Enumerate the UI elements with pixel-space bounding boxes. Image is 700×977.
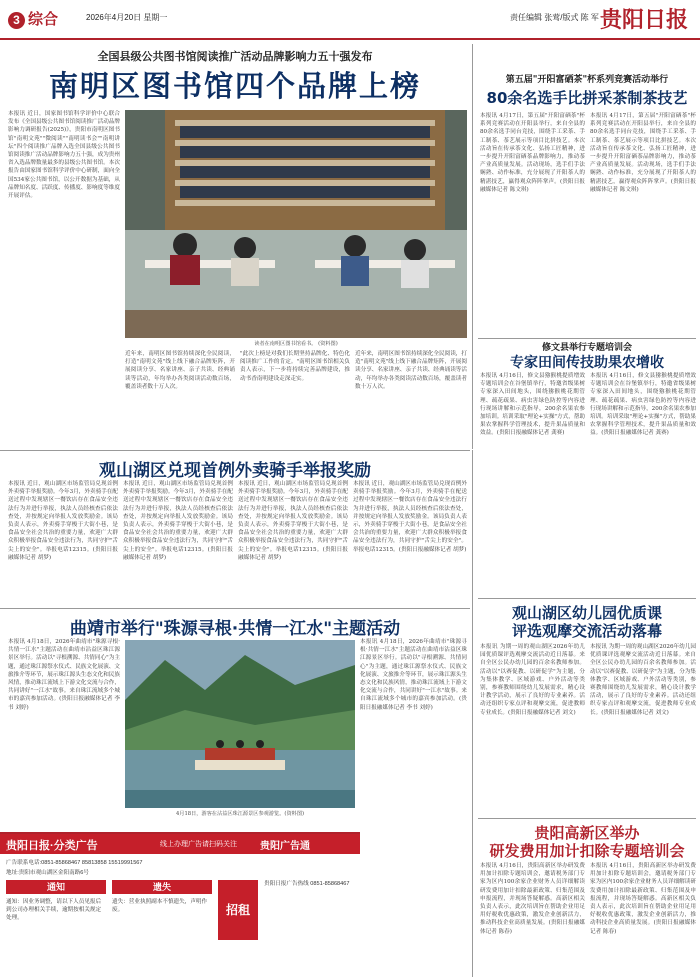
hitech-body-col1: 本报讯 4月16日，贵阳高新区举办研发费用加计扣除专题培训会，邀请税务部门专家为区内100余家企业财务人员详细解读研发费用加计扣除最新政策、归集范围及申报流程，并现场答疑解惑。高新区相关负责人表示，此次培训旨在帮助企业用足用好税收优惠政策，激发企业创新活力，推动科技企业高质量发展。(贵阳日报融媒体记者 陈春)	[480, 863, 585, 935]
training-kicker: 修文县举行专题培训会	[541, 343, 632, 353]
masthead	[0, 0, 700, 40]
hitech-headline-1: 贵阳高新区举办	[534, 824, 640, 842]
kindergarten-headline-2: 评选观摩交流活动落幕	[511, 622, 662, 640]
contest-headline: 80余名选手比拼采茶制茶技艺	[486, 89, 688, 107]
newspaper-logo: 贵阳日报	[600, 7, 689, 33]
column-divider	[472, 44, 473, 449]
section-divider	[478, 598, 696, 599]
lead-body-col4: 近年来，南明区图书馆持续深化全民阅读，打造"南明文苑"线上线下融合品牌矩阵，开展阅读分享、名家讲座、亲子共读、经典诵读等活动，年均举办各类阅读活动数百场，覆盖读者数十万人次。	[355, 351, 467, 390]
contest-body-col1: 本报讯 4月17日，第五届"开阳富硒茶"杯系列竞赛活动在开阳县举行，来自全县的80余名选手同台竞技，围绕手工采茶、手工制茶、茶艺展示等项目比拼技艺。本次活动旨在传承茶文化、弘扬工匠精神，进一步提升开阳富硒茶品牌影响力，推动茶产业高质量发展。活动现场，选手们手法娴熟、动作标准，充分展现了开阳茶人的精湛技艺，赢得观众阵阵掌声。(贵阳日报融媒体记者 陈文琪)	[480, 113, 585, 193]
ads-header	[0, 834, 360, 854]
ads-misc: 贵阳日报广告热线 0851-85868467	[264, 881, 350, 887]
river-photo-graphic	[125, 640, 355, 808]
ads-slogan: 线上办理广告请扫码关注	[160, 840, 237, 848]
hitech-body-col2: 本报讯 4月16日，贵阳高新区举办研发费用加计扣除专题培训会，邀请税务部门专家为区内100余家企业财务人员详细解读研发费用加计扣除最新政策、归集范围及申报流程，并现场答疑解惑。高新区相关负责人表示，此次培训旨在帮助企业用足用好税收优惠政策，激发企业创新活力，推动科技企业高质量发展。(贵阳日报融媒体记者 陈春)	[590, 863, 696, 935]
section-tag	[8, 8, 58, 29]
library-photo	[125, 110, 467, 338]
training-body-col1: 本报讯 4月16日，修文县猕猴桃提质增效专题培训会在谷堡镇举行，特邀省级果树专家深入田间地头，围绕猕猴桃花期管理、疏花疏果、病虫害绿色防控等内容进行现场讲解和示范指导，200余名果农参加培训。培训采取"理论+实操"方式，帮助果农掌握科学管理技术，提升果品质量和效益。(贵阳日报融媒体记者 龚赛)	[480, 373, 585, 437]
culture-headline: 曲靖市举行"珠源寻根·共情一江水"主题活动	[69, 619, 401, 639]
column-divider	[472, 450, 473, 977]
kindergarten-body-col1: 本报讯 为期一周的观山湖区2026年幼儿园优质课评选观摩交流活动近日落幕。来自全区公民办幼儿园的百余名教师参加。活动以"以赛促教、以研促学"为主题，分为集体教学、区域游戏、户外活动等类别，参赛教师围绕幼儿发展需求，精心设计教学活动，展示了良好的专业素养。活动还组织专家点评和观摩交流，促进教师专业成长。(贵阳日报融媒体记者 刘文)	[480, 644, 585, 716]
lost-label: 遗失	[112, 880, 212, 894]
hitech-headline-2: 研发费用加计扣除专题培训会	[489, 842, 685, 860]
training-body-col2: 本报讯 4月16日，修文县猕猴桃提质增效专题培训会在谷堡镇举行，特邀省级果树专家深入田间地头，围绕猕猴桃花期管理、疏花疏果、病虫害绿色防控等内容进行现场讲解和示范指导，200余名果农参加培训。培训采取"理论+实操"方式，帮助果农掌握科学管理技术，提升果品质量和效益。(贵阳日报融媒体记者 龚赛)	[590, 373, 696, 437]
ads-brand: 贵阳日报·分类广告	[6, 840, 98, 852]
report-body-col3: 本报讯 近日，观山湖区市场监管局兑现首例外卖骑手举报奖励。今年3月，外卖骑手在配送过程中发现辖区一餐饮店存在食品安全违法行为并进行举报，执法人员经核查后依法查处，并按规定向举报人发放奖励金。该局负责人表示，外卖骑手穿梭于大街小巷，是食品安全社会共治的重要力量，欢迎广大群众积极举报食品安全违法行为，共同守护"舌尖上的安全"。举报电话12315。(贵阳日报融媒体记者 胡梦)	[238, 481, 348, 561]
section-divider	[478, 338, 696, 339]
library-photo-graphic	[125, 110, 467, 338]
notice-text: 通知：因业务调整，请以下人员见报后到公司办理相关手续，逾期按相关规定处理。	[6, 899, 102, 921]
report-body-col1: 本报讯 近日，观山湖区市场监管局兑现首例外卖骑手举报奖励。今年3月，外卖骑手在配送过程中发现辖区一餐饮店存在食品安全违法行为并进行举报，执法人员经核查后依法查处，并按规定向举报人发放奖励金。该局负责人表示，外卖骑手穿梭于大街小巷，是食品安全社会共治的重要力量，欢迎广大群众积极举报食品安全违法行为，共同守护"舌尖上的安全"。举报电话12315。(贵阳日报融媒体记者 胡梦)	[8, 481, 118, 561]
contest-kicker: 第五届"开阳富硒茶"杯系列竞赛活动举行	[505, 75, 669, 85]
section-divider	[0, 450, 470, 451]
river-photo	[125, 640, 355, 808]
culture-body-col3: 本报讯 4月18日，2026年曲靖市"珠源寻根·共情一江水"主题活动在曲靖市沾益区珠江源景区举行。活动以"寻根溯源、共情同心"为主题，通过珠江源祭水仪式、民族文化展演、文旅推介等环节，展示珠江源头生态文化和民族风情，推动珠江流域上下游文化交流与合作，共同讲好"一江水"故事。来自珠江流域多个城市的嘉宾参加活动。(贵阳日报融媒体记者 李书 刘婷)	[360, 639, 467, 711]
lead-body-col2: 近年来，南明区图书馆持续深化全民阅读，打造"南明文苑"线上线下融合品牌矩阵，开展阅读分享、名家讲座、亲子共读、经典诵读等活动，年均举办各类阅读活动数百场，覆盖读者数十万人次。	[125, 351, 235, 390]
training-headline: 专家田间传技助果农增收	[510, 355, 664, 371]
lost-text: 遗失：营业执照副本不慎遗失，声明作废。	[112, 899, 208, 913]
editor-credits: 责任编辑 张莺/版式 陈 军	[510, 13, 599, 22]
lead-headline: 南明区图书馆四个品牌上榜	[48, 69, 421, 103]
report-headline: 观山湖区兑现首例外卖骑手举报奖励	[99, 461, 371, 481]
section-name: 综合	[28, 11, 59, 28]
kindergarten-headline-1: 观山湖区幼儿园优质课	[511, 604, 662, 622]
kindergarten-body-col2: 本报讯 为期一周的观山湖区2026年幼儿园优质课评选观摩交流活动近日落幕。来自全区公民办幼儿园的百余名教师参加。活动以"以赛促教、以研促学"为主题，分为集体教学、区域游戏、户外活动等类别，参赛教师围绕幼儿发展需求，精心设计教学活动，展示了良好的专业素养。活动还组织专家点评和观摩交流，促进教师专业成长。(贵阳日报融媒体记者 刘文)	[590, 644, 696, 716]
report-body-col2: 本报讯 近日，观山湖区市场监管局兑现首例外卖骑手举报奖励。今年3月，外卖骑手在配送过程中发现辖区一餐饮店存在食品安全违法行为并进行举报，执法人员经核查后依法查处，并按规定向举报人发放奖励金。该局负责人表示，外卖骑手穿梭于大街小巷，是食品安全社会共治的重要力量，欢迎广大群众积极举报食品安全违法行为，共同守护"舌尖上的安全"。举报电话12315。(贵阳日报融媒体记者 胡梦)	[123, 481, 233, 561]
section-divider	[478, 818, 696, 819]
ads-phones: 广告联系电话:0851-85868467 85813858 15519991567	[6, 860, 143, 866]
section-divider	[0, 608, 470, 609]
lead-body-col1: 本报讯 近日，国家图书馆科学评价中心联合发布《全国县级公共图书馆阅读推广活动品牌影响力调研报告(2025)》，贵阳市南明区图书馆"南明文苑""微阅读""南明读书会""南明讲坛"四个阅读推广品牌入选全国县级公共图书馆阅读推广活动品牌影响力五十强，成为贵州省入选品牌数量最多的县级公共图书馆。本次报告由国家图书馆科学评价中心研制，面向全国534家公共图书馆，以公开数据为基础，从品牌知名度、活跃度、传播度、影响度等维度开展评估。	[8, 111, 120, 200]
ads-address: 地址:贵阳市观山湖区金阳南路6号	[6, 870, 89, 876]
notice-label: 通知	[6, 880, 106, 894]
section-number: 3	[8, 12, 25, 29]
lead-body-col3: "此次上榜是对我们长期坚持品牌化、特色化阅读推广工作的肯定。"南明区图书馆相关负责人表示，下一步将持续完善品牌建设，推动书香南明建设走深走实。	[240, 351, 350, 382]
lead-photo-caption: 读者在南明区图书馆看书。 (资料图)	[254, 341, 338, 347]
classified-ads	[0, 832, 360, 977]
culture-body-col1: 本报讯 4月18日，2026年曲靖市"珠源寻根·共情一江水"主题活动在曲靖市沾益区珠江源景区举行。活动以"寻根溯源、共情同心"为主题，通过珠江源祭水仪式、民族文化展演、文旅推介等环节，展示珠江源头生态文化和民族风情，推动珠江流域上下游文化交流与合作，共同讲好"一江水"故事。来自珠江流域多个城市的嘉宾参加活动。(贵阳日报融媒体记者 李书 刘婷)	[8, 639, 120, 711]
culture-photo-caption: 4月18日，游客在沾益区珠江源景区参观游览。(资料图)	[175, 811, 305, 817]
banner-label: 招租	[218, 880, 258, 940]
contest-body-col2: 本报讯 4月17日，第五届"开阳富硒茶"杯系列竞赛活动在开阳县举行，来自全县的80余名选手同台竞技，围绕手工采茶、手工制茶、茶艺展示等项目比拼技艺。本次活动旨在传承茶文化、弘扬工匠精神，进一步提升开阳富硒茶品牌影响力，推动茶产业高质量发展。活动现场，选手们手法娴熟、动作标准，充分展现了开阳茶人的精湛技艺，赢得观众阵阵掌声。(贵阳日报融媒体记者 陈文琪)	[590, 113, 696, 193]
ads-account: 贵阳广告通	[260, 841, 310, 852]
lead-kicker: 全国县级公共图书馆阅读推广活动品牌影响力五十强发布	[97, 50, 373, 63]
report-body-col4: 本报讯 近日，观山湖区市场监管局兑现首例外卖骑手举报奖励。今年3月，外卖骑手在配送过程中发现辖区一餐饮店存在食品安全违法行为并进行举报，执法人员经核查后依法查处，并按规定向举报人发放奖励金。该局负责人表示，外卖骑手穿梭于大街小巷，是食品安全社会共治的重要力量，欢迎广大群众积极举报食品安全违法行为，共同守护"舌尖上的安全"。举报电话12315。(贵阳日报融媒体记者 胡梦)	[353, 481, 467, 553]
issue-date: 2026年4月20日 星期一	[86, 13, 168, 22]
